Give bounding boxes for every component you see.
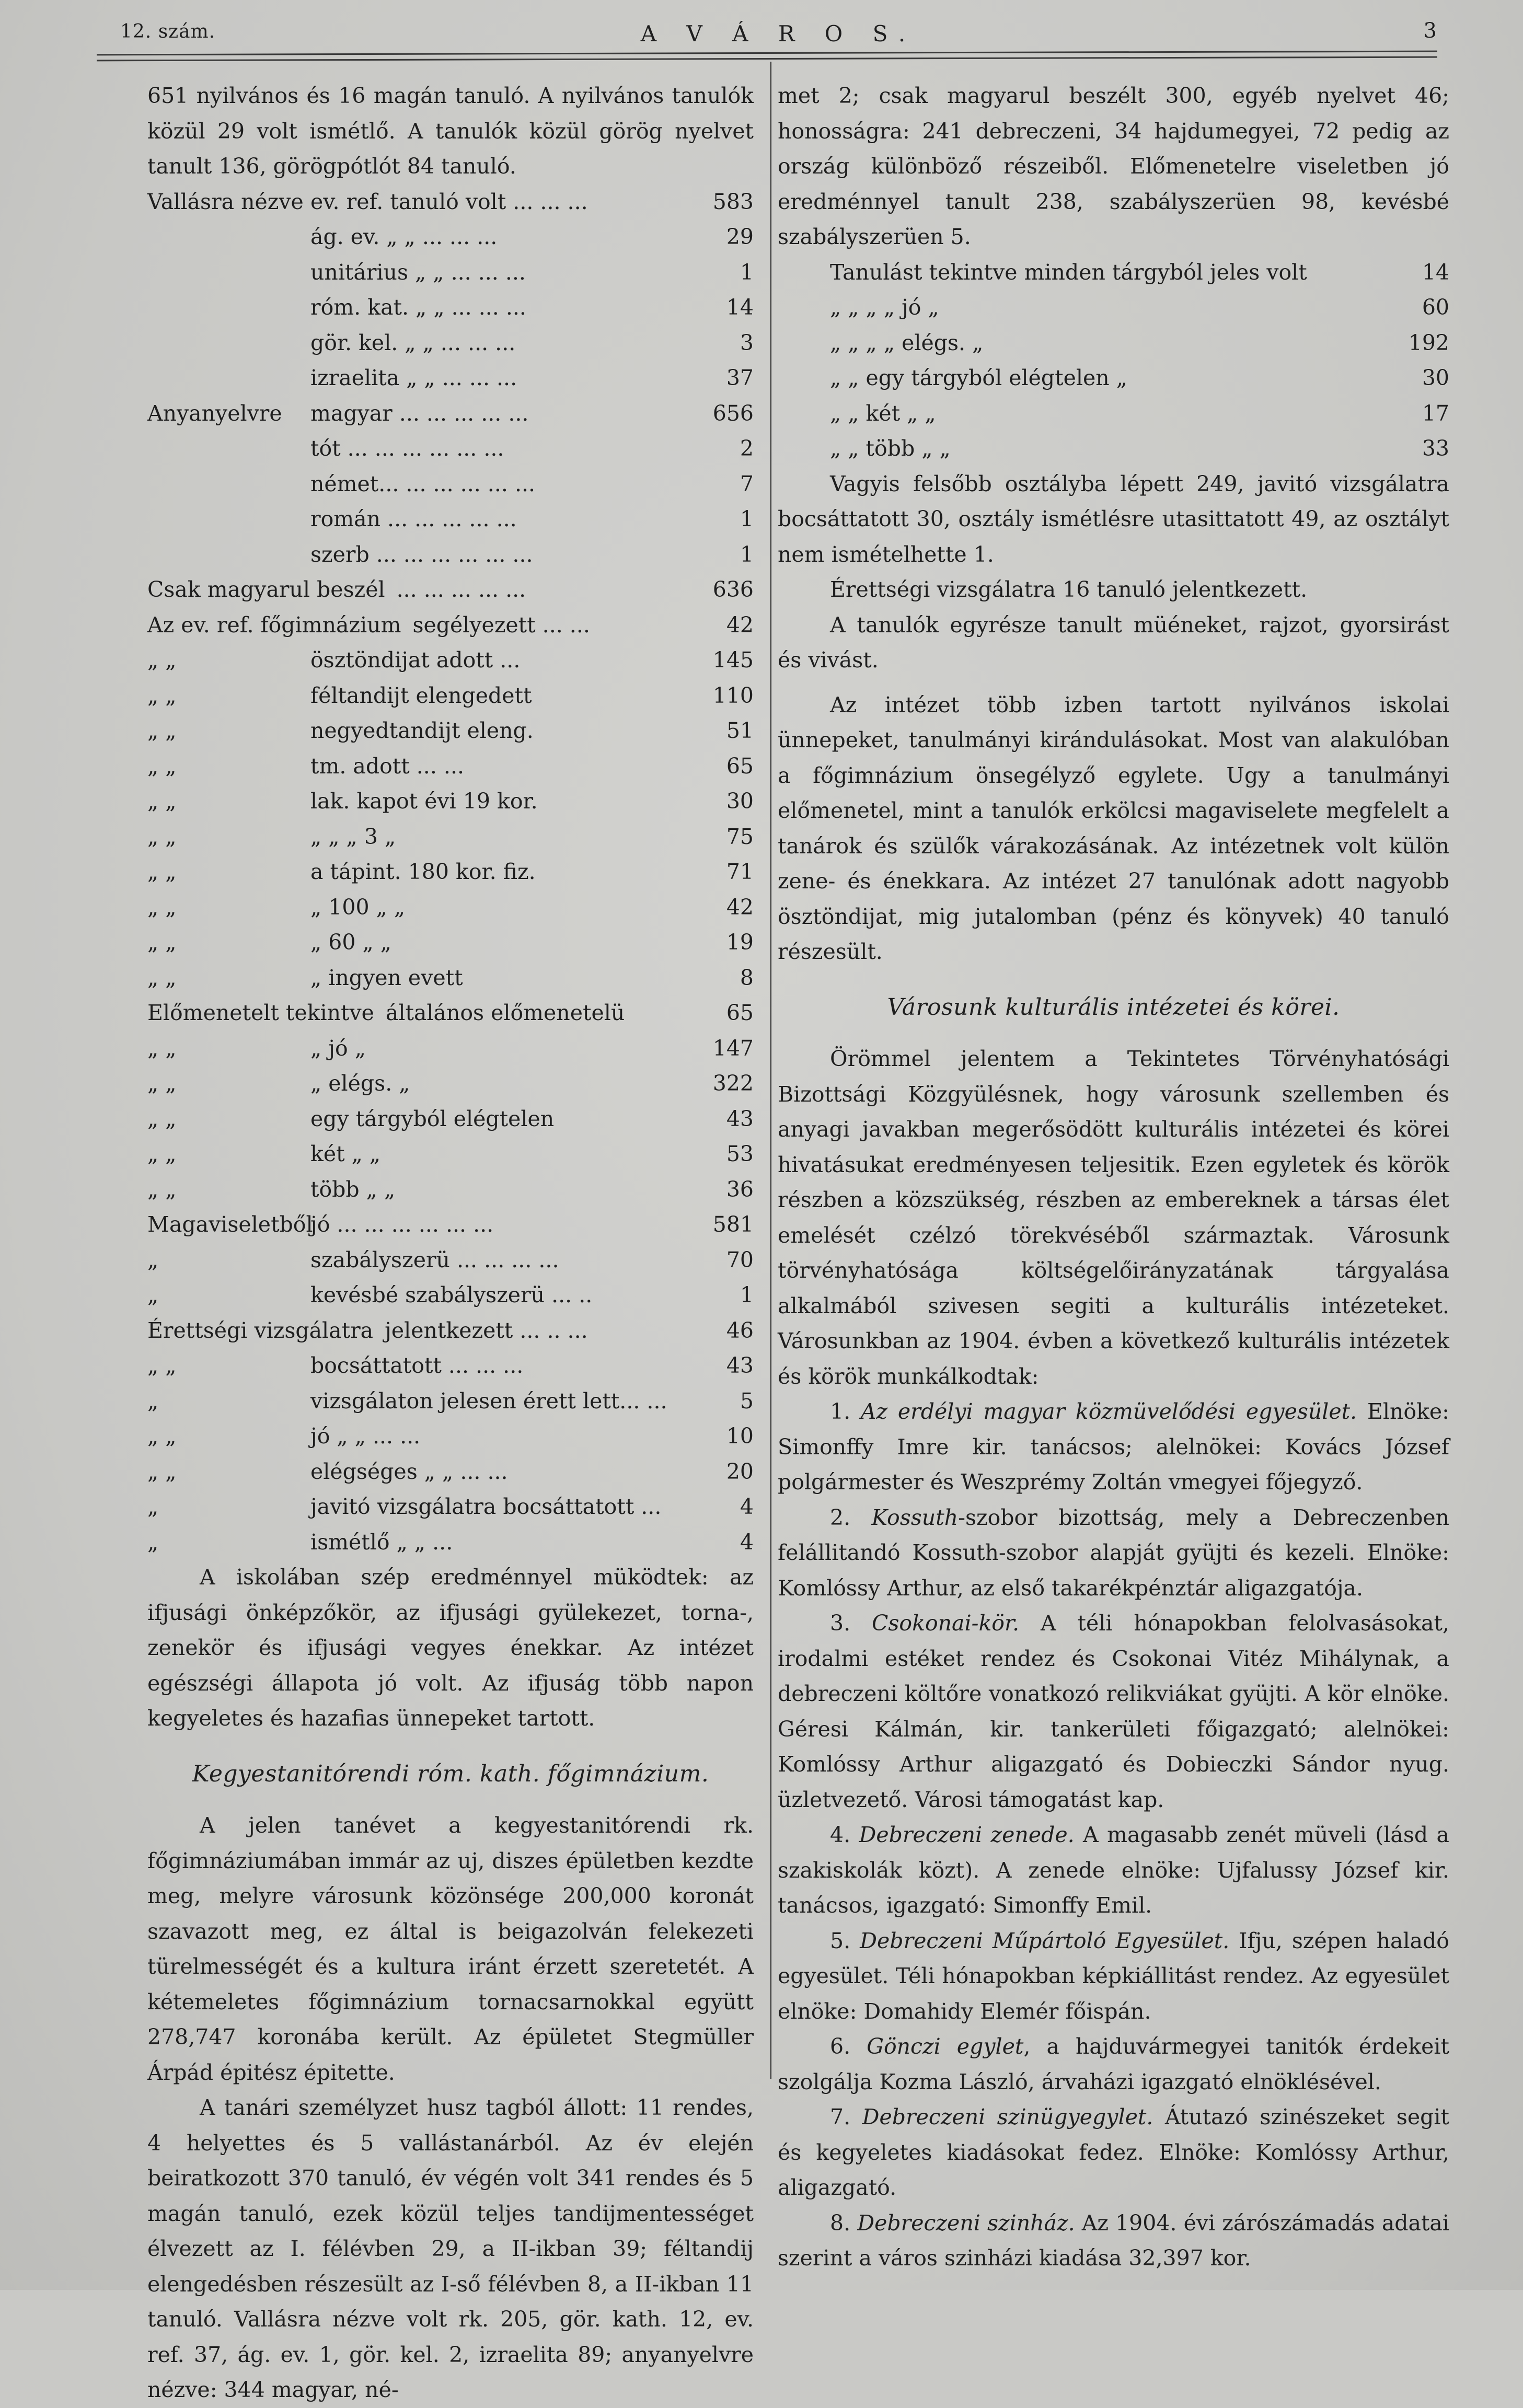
culture-item [778, 1606, 1449, 1817]
stats-value: 42 [726, 894, 754, 920]
stats-value: 75 [726, 824, 754, 849]
stats-category: „ „ [147, 1106, 177, 1131]
left-column [147, 78, 754, 2408]
item-number: 4. [830, 1822, 859, 1847]
stats-category: „ [147, 1247, 159, 1272]
item-number: 3. [830, 1611, 872, 1636]
stats-row [147, 255, 754, 291]
stats-row [147, 1489, 754, 1525]
stats-row [147, 290, 754, 326]
stats-category: „ „ [147, 894, 177, 920]
institution-name: Debreczeni zenede. [859, 1822, 1075, 1847]
stats-category: „ „ [147, 859, 177, 884]
stats-label: ösztöndijat adott ... [310, 647, 521, 673]
culture-item [778, 1924, 1449, 2030]
stats-category: „ „ [147, 682, 177, 708]
stats-category: „ „ [147, 1035, 177, 1061]
item-number: 5. [830, 1928, 860, 1953]
stats-value: 583 [712, 189, 754, 214]
stats-value: 4 [740, 1529, 754, 1555]
stats-value: 2 [740, 436, 754, 461]
stats-category: „ [147, 1388, 159, 1414]
stats-value: 30 [1422, 365, 1449, 390]
stats-label: negyedtandijt eleng. [310, 718, 534, 743]
stats-row [147, 784, 754, 819]
stats-value: 1 [740, 506, 754, 531]
stats-value: 322 [712, 1071, 754, 1096]
stats-row [830, 326, 1449, 361]
stats-label: két „ „ [310, 1141, 381, 1166]
stats-category: „ „ [147, 789, 177, 814]
stats-label: „ „ „ 3 „ [310, 824, 396, 849]
stats-row [147, 925, 754, 960]
item-number: 7. [830, 2104, 862, 2129]
stats-category: „ „ [147, 1353, 177, 1378]
stats-label: „ ingyen evett [310, 965, 463, 990]
stats-value: 5 [740, 1388, 754, 1414]
stats-value: 1 [740, 541, 754, 567]
stats-value: 71 [726, 859, 754, 884]
stats-row [830, 255, 1449, 291]
culture-item [778, 1817, 1449, 1924]
culture-item [778, 1394, 1449, 1500]
stats-label: róm. kat. „ „ ... ... ... [310, 295, 526, 320]
institution-description: Átutazó szinészeket segit és kegyeletes kiadásokat fedez. Elnöke: Komlóssy Arthur, aligazgató. [778, 2104, 1450, 2200]
maturity-exam-paragraph: Érettségi vizsgálatra 16 tanuló jelentkezett. [830, 577, 1308, 602]
stats-row [147, 995, 754, 1031]
item-number: 6. [830, 2034, 867, 2059]
culture-item [778, 2206, 1449, 2276]
stats-row [147, 608, 754, 643]
stats-category: „ „ [147, 1423, 177, 1449]
gymnasium-paragraph-1: A jelen tanévet a kegyestanitórendi rk. főgimnáziumában immár az uj, diszes épületben kezdte meg, melyre városunk közönsége 200,000 koronát szavazott meg, ez által is beigazolván felekezeti türelmességét és a kultura iránt érzett szeretetét. A kétemeletes főgimnázium tornacsarnokkal együtt 278,747 koronába került. Az épületet Stegmüller Árpád épitész épitette. [147, 1813, 754, 2085]
institution-name: Debreczeni szinügyegylet. [862, 2104, 1153, 2129]
stats-value: 33 [1422, 436, 1449, 461]
stats-row [147, 1102, 754, 1137]
stats-category: „ „ [147, 965, 177, 990]
stats-value: 65 [726, 1000, 754, 1025]
stats-category: „ [147, 1494, 159, 1519]
promotion-paragraph: Vagyis felsőbb osztályba lépett 249, javitó vizsgálatra bocsáttatott 30, osztály ismétlésre utasittatott 49, az osztályt nem ismételhette 1. [778, 471, 1449, 567]
stats-row [830, 431, 1449, 467]
stats-value: 53 [726, 1141, 754, 1166]
stats-label: „ jó „ [310, 1035, 366, 1061]
stats-value: 656 [712, 400, 754, 426]
stats-value: 8 [740, 965, 754, 990]
stats-row [830, 361, 1449, 396]
stats-value: 3 [740, 330, 754, 355]
stats-row [147, 1066, 754, 1102]
stats-value: 10 [726, 1423, 754, 1449]
stats-row [830, 290, 1449, 326]
culture-institutions-list [778, 1394, 1449, 2276]
stats-label: jó „ „ ... ... [310, 1423, 421, 1449]
institution-name: Az erdélyi magyar közmüvelődési egyesület. [860, 1399, 1357, 1424]
institution-description: -szobor bizottság, mely a Debreczenben felállitandó Kossuth-szobor alapját gyüjti és kezeli. Elnöke: Komlóssy Arthur, az első takarékpénztár aligazgatója. [778, 1504, 1449, 1601]
stats-row [147, 1137, 754, 1172]
stats-value: 65 [726, 753, 754, 779]
institution-name: Csokonai-kör. [872, 1611, 1020, 1636]
issue-number: 12. szám. [120, 21, 216, 42]
stats-row [147, 1313, 754, 1349]
stats-category: „ „ [147, 1458, 177, 1484]
stats-row [147, 960, 754, 996]
stats-value: 60 [1422, 295, 1449, 320]
stats-value: 42 [726, 612, 754, 638]
stats-label: általános előmenetelü [385, 1000, 625, 1025]
item-number: 2. [830, 1504, 872, 1530]
stats-value: 1 [740, 259, 754, 285]
stats-row [147, 1384, 754, 1419]
stats-row [147, 643, 754, 678]
stats-row [147, 713, 754, 749]
stats-value: 43 [726, 1353, 754, 1378]
stats-row [147, 537, 754, 573]
stats-label: román ... ... ... ... ... [310, 506, 517, 531]
section-heading-kegyestanito: Kegyestanitórendi róm. kath. főgimnázium. [192, 1760, 709, 1787]
institute-paragraph: Az intézet több izben tartott nyilvános iskolai ünnepeket, tanulmányi kirándulásokat. Most van alakulóban a főgimnázium önsegélyző egylete. Ugy a tanulmányi előmenetel, mint a tanulók erkölcsi magaviselete megfelelt a tanárok és szülők várakozásának. Az intézetnek volt külön zene- és énekkara. Az intézet 27 tanulónak adott nagyobb ösztöndijat, mig jutalomban (pénz és könyvek) 40 tanuló részesült. [778, 692, 1449, 964]
stats-value: 1 [740, 1282, 754, 1307]
stats-value: 581 [712, 1212, 754, 1237]
right-intro-paragraph: met 2; csak magyarul beszélt 300, egyéb nyelvet 46; honosságra: 241 debreczeni, 34 hajdumegyei, 72 pedig az ország különböző részeiből. Előmenetelre viseletben jó eredménnyel tanult 238, szabályszerüen 98, kevésbé szabályszerüen 5. [778, 83, 1449, 249]
institution-name: Debreczeni szinház. [857, 2210, 1075, 2236]
stats-value: 20 [726, 1458, 754, 1484]
stats-category: „ „ [147, 930, 177, 955]
stats-label: „ „ egy tárgyból elégtelen „ [830, 365, 1127, 390]
stats-category: Vallásra nézve [147, 189, 304, 214]
stats-value: 4 [740, 1494, 754, 1519]
stats-category: „ „ [147, 647, 177, 673]
stats-label: kevésbé szabályszerü ... .. [310, 1282, 593, 1307]
stats-label: több „ „ [310, 1176, 396, 1202]
stats-value: 30 [726, 789, 754, 814]
stats-label: jó ... ... ... ... ... ... [310, 1212, 494, 1237]
stats-row [147, 1243, 754, 1278]
stats-label: unitárius „ „ ... ... ... [310, 259, 526, 285]
stats-category: „ [147, 1529, 159, 1555]
stats-value: 145 [712, 647, 754, 673]
stats-label: a tápint. 180 kor. fiz. [310, 859, 536, 884]
stats-category: Előmenetelt tekintve [147, 1000, 374, 1025]
stats-row [147, 890, 754, 925]
left-intro-paragraph: 651 nyilvános és 16 magán tanuló. A nyilvános tanulók közül 29 volt ismétlő. A tanulók közül görög nyelvet tanult 136, görögpótlót 84 tanuló. [147, 83, 754, 179]
stats-row [147, 1031, 754, 1067]
stats-value: 192 [1408, 330, 1449, 355]
item-number: 1. [830, 1399, 861, 1424]
stats-label: „ „ „ „ elégs. „ [830, 330, 984, 355]
institution-name: Debreczeni Műpártoló Egyesület. [860, 1928, 1230, 1953]
stats-label: „ „ két „ „ [830, 400, 936, 426]
stats-row [147, 326, 754, 361]
stats-label: Tanulást tekintve minden tárgyból jeles volt [830, 259, 1307, 285]
stats-category: Anyanyelvre [147, 400, 282, 426]
stats-label: segélyezett ... ... [412, 612, 590, 638]
stats-label: német... ... ... ... ... ... [310, 471, 536, 496]
right-column [778, 78, 1449, 2276]
stats-row [147, 184, 754, 220]
stats-row [147, 431, 754, 467]
stats-row [147, 1348, 754, 1384]
stats-value: 51 [726, 718, 754, 743]
culture-item [778, 2029, 1449, 2100]
stats-value: 43 [726, 1106, 754, 1131]
stats-row [830, 396, 1449, 432]
stats-label: jelentkezett ... .. ... [385, 1317, 588, 1343]
stats-label: „ 100 „ „ [310, 894, 406, 920]
stats-category: Magaviseletből [147, 1212, 313, 1237]
stats-row [147, 819, 754, 855]
stats-label: ág. ev. „ „ ... ... ... [310, 224, 498, 249]
stats-category: „ „ [147, 1071, 177, 1096]
stats-label: elégséges „ „ ... ... [310, 1458, 508, 1484]
stats-category: Az ev. ref. főgimnázium [147, 612, 401, 638]
stats-label: ... ... ... ... ... [396, 577, 526, 602]
stats-row [147, 467, 754, 502]
stats-row [147, 396, 754, 432]
stats-value: 636 [712, 577, 754, 602]
stats-row [147, 749, 754, 784]
stats-value: 17 [1422, 400, 1449, 426]
stats-category: „ „ [147, 1176, 177, 1202]
stats-label: bocsáttatott ... ... ... [310, 1353, 524, 1378]
stats-label: ev. ref. tanuló volt ... ... ... [310, 189, 588, 214]
stats-value: 19 [726, 930, 754, 955]
stats-label: „ „ „ „ jó „ [830, 295, 939, 320]
stats-category: „ „ [147, 824, 177, 849]
stats-value: 14 [726, 295, 754, 320]
stats-label: izraelita „ „ ... ... ... [310, 365, 517, 390]
stats-label: vizsgálaton jelesen érett lett... ... [310, 1388, 667, 1414]
stats-value: 36 [726, 1176, 754, 1202]
stats-value: 7 [740, 471, 754, 496]
learning-stats-table [830, 255, 1449, 467]
stats-category: „ „ [147, 1141, 177, 1166]
column-divider [770, 62, 771, 2079]
stats-value: 14 [1422, 259, 1449, 285]
stats-row [147, 1419, 754, 1454]
stats-label: lak. kapot évi 19 kor. [310, 789, 538, 814]
stats-row [147, 1278, 754, 1313]
culture-intro-paragraph: Örömmel jelentem a Tekintetes Törvényhatósági Bizottsági Közgyülésnek, hogy városunk szellemben és anyagi javakban megerősödött kulturális intézetei és körei hivatásukat eredményesen teljesitik. Ezen egyletek és körök részben a közszükség, részben az embereknek a társas élet emelését czélzó törekvéséből származtak. Városunk törvényhatósága költségelőirányzatának tárgyalása alkalmából szivesen segiti a kulturális intézeteket. Városunkban az 1904. évben a következő kulturális intézetek és körök munkálkodtak: [778, 1046, 1449, 1389]
stats-row [147, 572, 754, 608]
stats-label: ismétlő „ „ ... [310, 1529, 453, 1555]
stats-label: féltandijt elengedett [310, 682, 532, 708]
culture-item [778, 2100, 1449, 2206]
activities-paragraph: A iskolában szép eredménnyel müködtek: az ifjusági önképzőkör, az ifjusági gyülekezet, torna-, zenekör és ifjusági vegyes énekkar. Az intézet egészségi állapota jó volt. Az ifjuság több napon kegyeletes és hazafias ünnepeket tartott. [147, 1565, 754, 1731]
stats-category: „ [147, 1282, 159, 1307]
stats-value: 147 [712, 1035, 754, 1061]
stats-label: „ elégs. „ [310, 1071, 410, 1096]
stats-row [147, 1454, 754, 1490]
institution-description: , a hajduvármegyei tanitók érdekeit szolgálja Kozma László, árvaházi igazgató elnöklésével. [778, 2034, 1449, 2094]
newspaper-title: A V Á R O S. [640, 21, 917, 47]
section-heading-culture: Városunk kulturális intézetei és körei. [887, 993, 1340, 1021]
stats-label: magyar ... ... ... ... ... [310, 400, 529, 426]
stats-label: egy tárgyból elégtelen [310, 1106, 555, 1131]
institution-description: Ifju, szépen haladó egyesület. Téli hónapokban képkiállitást rendez. Az egyesület elnöke: Domahidy Elemér főispán. [778, 1928, 1449, 2024]
stats-label: gör. kel. „ „ ... ... ... [310, 330, 516, 355]
stats-category: „ „ [147, 718, 177, 743]
stats-row [147, 1525, 754, 1560]
stats-label: „ „ több „ „ [830, 436, 951, 461]
stats-label: javitó vizsgálatra bocsáttatott ... [310, 1494, 662, 1519]
stats-category: Érettségi vizsgálatra [147, 1317, 374, 1343]
culture-item [778, 1500, 1449, 1606]
stats-value: 70 [726, 1247, 754, 1272]
stats-label: tót ... ... ... ... ... ... [310, 436, 504, 461]
stats-category: „ „ [147, 753, 177, 779]
stats-category: Csak magyarul beszél [147, 577, 385, 602]
stats-row [147, 502, 754, 537]
stats-value: 46 [726, 1317, 754, 1343]
stats-label: szerb ... ... ... ... ... ... [310, 541, 533, 567]
stats-label: szabályszerü ... ... ... ... [310, 1247, 559, 1272]
stats-row [147, 854, 754, 890]
stats-row [147, 1207, 754, 1243]
stats-row [147, 1172, 754, 1208]
gymnasium-paragraph-2: A tanári személyzet husz tagból állott: 11 rendes, 4 helyettes és 5 vallástanárból. Az év elején beiratkozott 370 tanuló, év végén volt 341 rendes és 5 magán tanuló, ezek közül teljes tandijmentességet élvezett az I. félévben 29, a II-ikban 39; féltandij elengedésben részesült az I-ső félévben 8, a II-ikban 11 tanuló. Vallásra nézve volt rk. 205, gör. kath. 12, ev. ref. 37, ág. ev. 1, gör. kel. 2, izraelita 89; anyanyelvre nézve: 344 magyar, né- [147, 2095, 754, 2402]
stats-label: „ 60 „ „ [310, 930, 391, 955]
stats-value: 37 [726, 365, 754, 390]
page-header [120, 21, 1437, 52]
student-stats-table [147, 184, 754, 1560]
extra-subjects-paragraph: A tanulók egyrésze tanult müéneket, rajzot, gyorsirást és vivást. [778, 612, 1449, 673]
institution-description: A téli hónapokban felolvasásokat, irodalmi estéket rendez és Csokonai Vitéz Mihálynak, a debreczeni költőre vonatkozó relikviákat gyüjti. A kör elnöke. Géresi Kálmán, kir. tankerületi főigazgató; alelnökei: Komlóssy Arthur aligazgató és Dobieczki Sándor nyug. üzletvezető. Városi támogatást kap. [778, 1611, 1449, 1812]
stats-row [147, 219, 754, 255]
institution-description: A magasabb zenét müveli (lásd a szakiskolák közt). A zenede elnöke: Ujfalussy József kir. tanácsos, igazgató: Simonffy Emil. [778, 1822, 1449, 1918]
stats-row [147, 361, 754, 396]
item-number: 8. [830, 2210, 858, 2236]
institution-name: Kossuth [871, 1504, 959, 1530]
institution-description: Elnöke: Simonffy Imre kir. tanácsos; alelnökei: Kovács József polgármester és Weszprémy Zoltán vmegyei főjegyző. [778, 1399, 1449, 1495]
institution-name: Gönczi egylet [867, 2034, 1024, 2059]
stats-row [147, 678, 754, 714]
page-number: 3 [1423, 19, 1437, 43]
stats-value: 110 [712, 682, 754, 708]
stats-value: 29 [726, 224, 754, 249]
institution-description: Az 1904. évi zárószámadás adatai szerint a város szinházi kiadása 32,397 kor. [778, 2210, 1449, 2271]
stats-label: tm. adott ... ... [310, 753, 465, 779]
